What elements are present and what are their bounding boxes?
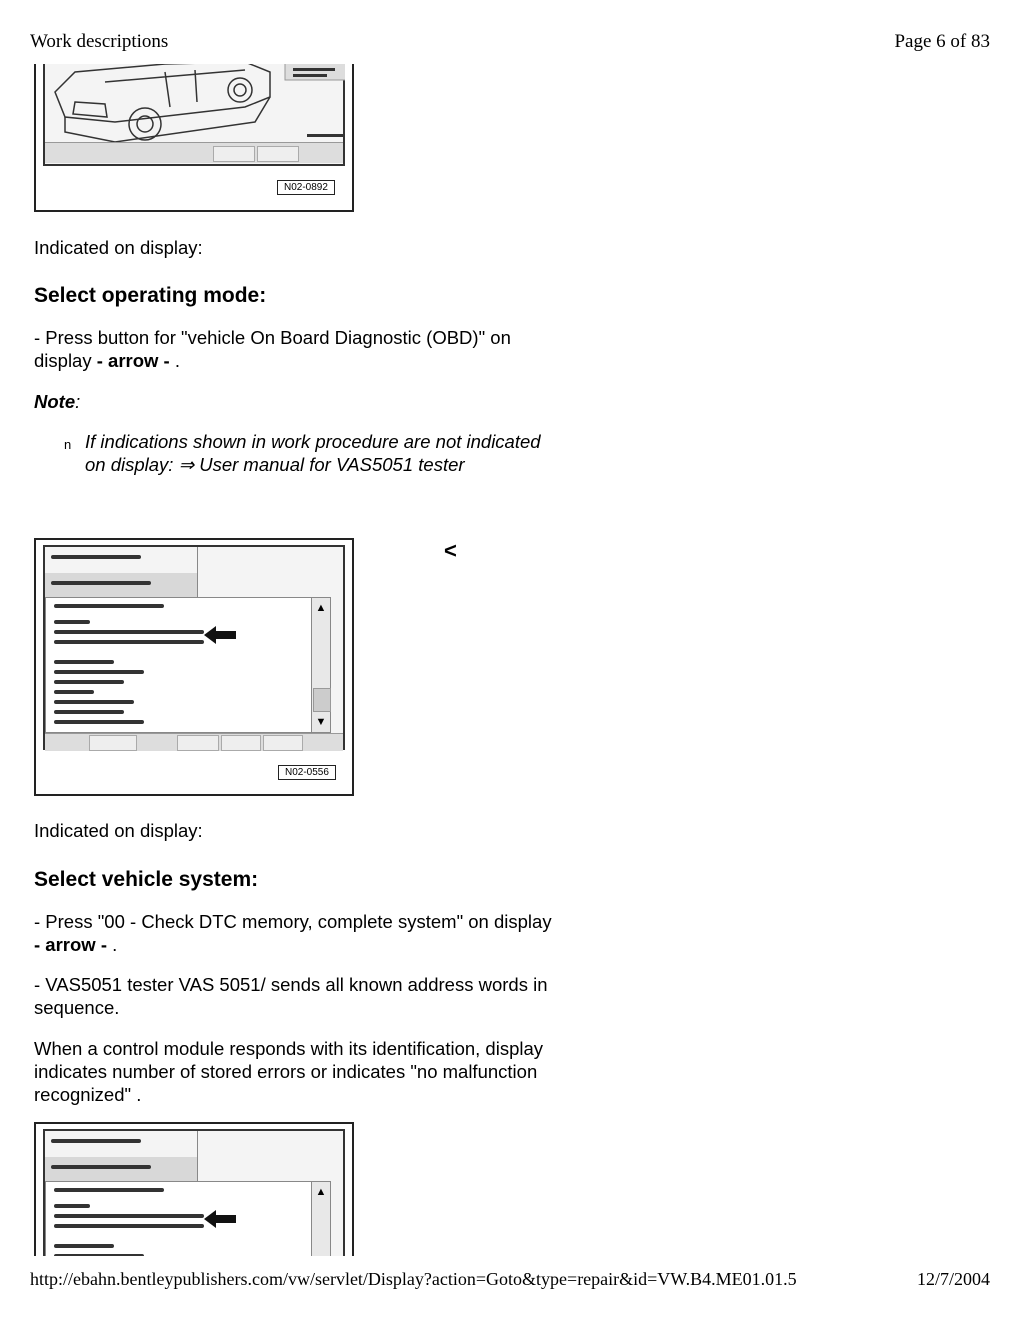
indicated-text-2: Indicated on display: — [34, 820, 203, 841]
period: . — [169, 350, 180, 371]
footer-date: 12/7/2004 — [916, 1269, 990, 1289]
footer-url: http://ebahn.bentleypublishers.com/vw/servlet/Display?action=Goto&type=repair&id=VW.B4.ME01.01.5 — [30, 1269, 797, 1289]
scroll-up-icon: ▲ — [315, 602, 327, 614]
instruction-vehicle-system — [34, 910, 554, 956]
note-label: Note — [34, 391, 76, 412]
figure-vehicle-system-list — [34, 538, 354, 796]
heading-operating-mode: Select operating mode: — [34, 284, 267, 307]
note-text: If indications shown in work procedure are not indicated on display: ⇒ User manual for VAS5051 tester — [85, 431, 541, 475]
figure-id-label: N02-0892 — [277, 180, 335, 195]
margin-marker-icon: < — [444, 538, 457, 563]
scroll-up-icon: ▲ — [315, 1186, 327, 1198]
period: . — [106, 934, 118, 955]
heading-vehicle-system: Select vehicle system: — [34, 868, 259, 891]
scrollbar — [311, 598, 330, 732]
instruction-operating-mode — [34, 326, 554, 372]
instruction-text: - Press button for "vehicle On Board Diagnostic (OBD)" on display — [34, 327, 511, 371]
paragraph-address-words: - VAS5051 tester VAS 5051/ sends all known address words in sequence. — [34, 974, 548, 1018]
bullet-icon: n — [64, 437, 72, 452]
arrow-ref: - arrow - — [34, 934, 107, 955]
figure-car-display — [34, 64, 354, 212]
arrow-pointer-icon — [204, 1210, 236, 1233]
header-title: Work descriptions — [30, 31, 169, 52]
figure-vehicle-system-list-2 — [34, 1122, 354, 1256]
scroll-down-icon: ▼ — [315, 716, 327, 728]
indicated-text-1: Indicated on display: — [34, 237, 203, 258]
scrollbar — [311, 1182, 330, 1256]
arrow-ref: - arrow - — [96, 350, 170, 371]
arrow-pointer-icon — [204, 626, 236, 649]
paragraph-control-module: When a control module responds with its identification, display indicates number of stored errors or indicates "no malfunction recognized" . — [34, 1038, 544, 1105]
note-title — [34, 390, 554, 413]
figure-id-label: N02-0556 — [278, 765, 336, 780]
instruction-text: - Press "00 - Check DTC memory, complete system" on display — [34, 911, 552, 932]
note-colon: : — [75, 391, 81, 412]
page-number: Page 6 of 83 — [894, 31, 990, 52]
